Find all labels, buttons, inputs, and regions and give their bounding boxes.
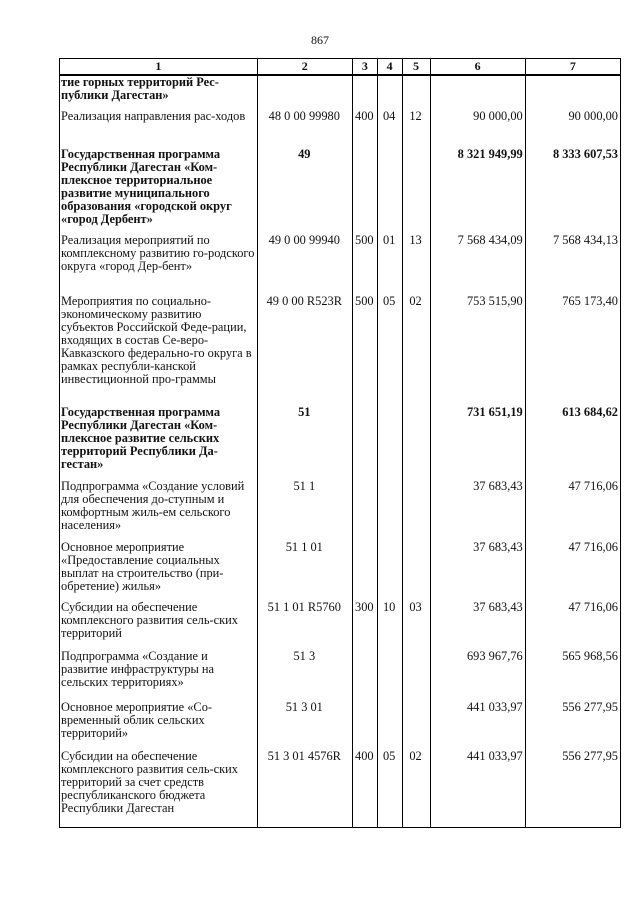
row-amount-col7: 556 277,95 bbox=[525, 750, 620, 827]
row-amount-col7: 47 716,06 bbox=[525, 480, 620, 541]
row-code: 51 3 bbox=[257, 650, 352, 701]
row-col5 bbox=[402, 406, 430, 480]
table-row bbox=[60, 148, 621, 234]
row-col3: 500 bbox=[352, 234, 377, 295]
row-col5 bbox=[402, 480, 430, 541]
column-header-7: 7 bbox=[525, 59, 620, 76]
row-col3 bbox=[352, 650, 377, 701]
row-amount-col6: 693 967,76 bbox=[430, 650, 525, 701]
column-header-4: 4 bbox=[377, 59, 402, 76]
row-code bbox=[257, 75, 352, 110]
row-amount-col6: 753 515,90 bbox=[430, 295, 525, 406]
row-amount-col6: 731 651,19 bbox=[430, 406, 525, 480]
row-col4 bbox=[377, 701, 402, 750]
row-name: Реализация направления рас-ходов bbox=[60, 110, 258, 148]
row-amount-col7: 613 684,62 bbox=[525, 406, 620, 480]
row-code: 51 3 01 bbox=[257, 701, 352, 750]
page-number: 867 bbox=[311, 33, 329, 47]
row-name: Основное мероприятие «Со-временный облик сельских территорий» bbox=[60, 701, 258, 750]
row-code: 48 0 00 99980 bbox=[257, 110, 352, 148]
table-row bbox=[60, 701, 621, 750]
row-code: 51 1 01 bbox=[257, 541, 352, 601]
row-code: 51 bbox=[257, 406, 352, 480]
row-col3: 500 bbox=[352, 295, 377, 406]
row-col3: 400 bbox=[352, 110, 377, 148]
budget-table bbox=[59, 58, 621, 828]
table-header bbox=[60, 59, 621, 76]
row-amount-col7: 90 000,00 bbox=[525, 110, 620, 148]
row-name: Субсидии на обеспечение комплексного развития сель-ских территорий за счет средств республиканского бюджета Республики Дагестан bbox=[60, 750, 258, 827]
row-col3 bbox=[352, 75, 377, 110]
row-col3 bbox=[352, 541, 377, 601]
table-row bbox=[60, 75, 621, 110]
row-col3 bbox=[352, 701, 377, 750]
row-col3 bbox=[352, 480, 377, 541]
row-name: Подпрограмма «Создание и развитие инфраструктуры на сельских территориях» bbox=[60, 650, 258, 701]
table-row bbox=[60, 234, 621, 295]
table-row bbox=[60, 541, 621, 601]
row-col5 bbox=[402, 701, 430, 750]
row-amount-col6: 441 033,97 bbox=[430, 750, 525, 827]
row-col5 bbox=[402, 148, 430, 234]
row-code: 49 0 00 R523R bbox=[257, 295, 352, 406]
table-body bbox=[60, 75, 621, 827]
row-code: 51 3 01 4576R bbox=[257, 750, 352, 827]
row-col3: 300 bbox=[352, 601, 377, 650]
table-row bbox=[60, 110, 621, 148]
row-code: 49 bbox=[257, 148, 352, 234]
row-amount-col7 bbox=[525, 75, 620, 110]
column-header-6: 6 bbox=[430, 59, 525, 76]
row-col4: 04 bbox=[377, 110, 402, 148]
row-amount-col6: 8 321 949,99 bbox=[430, 148, 525, 234]
row-col5: 12 bbox=[402, 110, 430, 148]
row-col4: 10 bbox=[377, 601, 402, 650]
row-col4: 01 bbox=[377, 234, 402, 295]
table-row bbox=[60, 480, 621, 541]
row-code: 51 1 01 R5760 bbox=[257, 601, 352, 650]
row-col5 bbox=[402, 75, 430, 110]
row-name: Субсидии на обеспечение комплексного развития сель-ских территорий bbox=[60, 601, 258, 650]
row-name: Реализация мероприятий по комплексному развитию го-родского округа «город Дер-бент» bbox=[60, 234, 258, 295]
row-col4 bbox=[377, 650, 402, 701]
row-amount-col6: 37 683,43 bbox=[430, 541, 525, 601]
row-amount-col7: 565 968,56 bbox=[525, 650, 620, 701]
row-amount-col7: 47 716,06 bbox=[525, 541, 620, 601]
row-name: тие горных территорий Рес-публики Дагестан» bbox=[60, 75, 258, 110]
row-col3 bbox=[352, 406, 377, 480]
row-amount-col6: 37 683,43 bbox=[430, 601, 525, 650]
table-row bbox=[60, 750, 621, 827]
row-amount-col6: 37 683,43 bbox=[430, 480, 525, 541]
row-col5: 13 bbox=[402, 234, 430, 295]
table-row bbox=[60, 650, 621, 701]
column-header-3: 3 bbox=[352, 59, 377, 76]
row-col5: 02 bbox=[402, 295, 430, 406]
row-amount-col7: 8 333 607,53 bbox=[525, 148, 620, 234]
row-amount-col7: 47 716,06 bbox=[525, 601, 620, 650]
table-row bbox=[60, 406, 621, 480]
row-col4 bbox=[377, 75, 402, 110]
column-header-2: 2 bbox=[257, 59, 352, 76]
row-col5 bbox=[402, 650, 430, 701]
row-amount-col6 bbox=[430, 75, 525, 110]
row-col5 bbox=[402, 541, 430, 601]
table-row bbox=[60, 601, 621, 650]
row-name: Государственная программа Республики Дагестан «Ком-плексное развитие сельских территорий Республики Да-гестан» bbox=[60, 406, 258, 480]
row-amount-col6: 90 000,00 bbox=[430, 110, 525, 148]
row-col4 bbox=[377, 148, 402, 234]
row-amount-col6: 441 033,97 bbox=[430, 701, 525, 750]
row-amount-col7: 765 173,40 bbox=[525, 295, 620, 406]
row-code: 49 0 00 99940 bbox=[257, 234, 352, 295]
row-col4: 05 bbox=[377, 295, 402, 406]
row-amount-col7: 556 277,95 bbox=[525, 701, 620, 750]
row-col4: 05 bbox=[377, 750, 402, 827]
row-name: Основное мероприятие «Предоставление социальных выплат на строительство (при-обретение) жилья» bbox=[60, 541, 258, 601]
row-col5: 02 bbox=[402, 750, 430, 827]
row-col3: 400 bbox=[352, 750, 377, 827]
row-col4 bbox=[377, 541, 402, 601]
row-col3 bbox=[352, 148, 377, 234]
row-code: 51 1 bbox=[257, 480, 352, 541]
column-header-1: 1 bbox=[60, 59, 258, 76]
row-amount-col7: 7 568 434,13 bbox=[525, 234, 620, 295]
row-col4 bbox=[377, 406, 402, 480]
row-name: Государственная программа Республики Дагестан «Ком-плексное территориальное развитие муниципального образования «городской округ «город Дербент» bbox=[60, 148, 258, 234]
row-name: Мероприятия по социально-экономическому развитию субъектов Российской Феде-рации, входящих в состав Се-веро-Кавказского федерально-го округа в рамках республи-канской инвестиционной про-граммы bbox=[60, 295, 258, 406]
row-col4 bbox=[377, 480, 402, 541]
row-amount-col6: 7 568 434,09 bbox=[430, 234, 525, 295]
table-row bbox=[60, 295, 621, 406]
row-name: Подпрограмма «Создание условий для обеспечения до-ступным и комфортным жиль-ем сельского населения» bbox=[60, 480, 258, 541]
row-col5: 03 bbox=[402, 601, 430, 650]
column-header-5: 5 bbox=[402, 59, 430, 76]
